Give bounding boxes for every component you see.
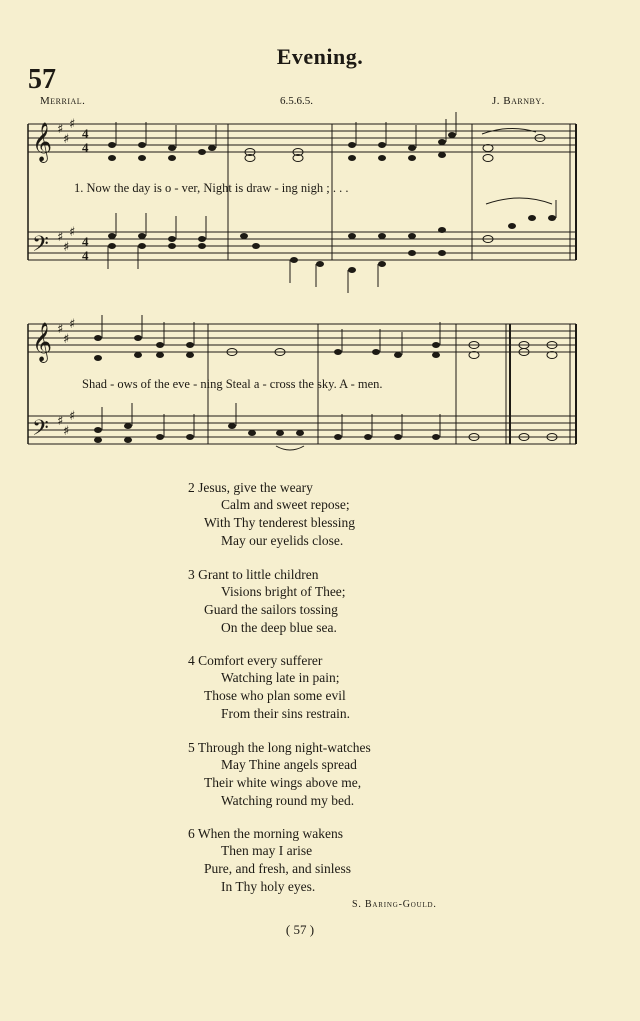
svg-text:♯: ♯: [57, 230, 64, 245]
verse-5-line-3: Their white wings above me,: [204, 775, 362, 790]
svg-text:4: 4: [82, 140, 89, 155]
verse-5-line-2: May Thine angels spread: [221, 757, 357, 772]
verse-number: 3: [188, 567, 195, 582]
verse-4-line-4: From their sins restrain.: [221, 706, 350, 721]
svg-text:♯: ♯: [63, 240, 70, 255]
verse-2-line-1: 2 Jesus, give the weary: [188, 480, 313, 495]
treble-clef-icon: 𝄞: [32, 322, 53, 362]
meter: 6.5.6.5.: [280, 95, 313, 107]
tune-name: Merrial.: [40, 95, 86, 107]
svg-text:♯: ♯: [69, 409, 76, 424]
svg-text:♯: ♯: [69, 225, 76, 240]
verse-number: 4: [188, 653, 195, 668]
verse-5-line-4: Watching round my bed.: [221, 793, 355, 808]
page-number: ( 57 ): [285, 922, 315, 937]
svg-text:4: 4: [82, 248, 89, 263]
staff-treble-1: [28, 124, 576, 152]
composer: J. Barnby.: [492, 95, 545, 107]
verse-2-line-2: Calm and sweet repose;: [221, 497, 350, 512]
svg-text:4: 4: [82, 234, 89, 249]
key-signatures: [57, 117, 75, 439]
svg-text:♯: ♯: [57, 122, 64, 137]
verse-number: 2: [188, 480, 195, 495]
verse-2-line-3: With Thy tenderest blessing: [204, 515, 356, 530]
svg-text:♯: ♯: [69, 117, 76, 132]
verse-4-line-1: 4 Comfort every sufferer: [188, 653, 323, 668]
staff-bass-2: [28, 416, 576, 444]
verse-number: 6: [188, 826, 195, 841]
bass-clef-icon: 𝄢: [32, 416, 49, 446]
clefs: [32, 122, 52, 446]
svg-text:♯: ♯: [57, 322, 64, 337]
notes-treble-2: [94, 335, 557, 361]
lyrics-line-2: Shad - ows of the eve - ning Steal a - cross the sky. A - men.: [82, 377, 383, 391]
verse-4-line-2: Watching late in pain;: [221, 670, 340, 685]
stems-treble-1: [116, 112, 536, 148]
verse-6-line-3: Pure, and fresh, and sinless: [204, 861, 351, 876]
verse-3-line-2: Visions bright of Thee;: [221, 584, 346, 599]
music-score: [0, 0, 640, 470]
notes-treble-1: [108, 132, 545, 162]
svg-text:♯: ♯: [69, 317, 76, 332]
verse-3-line-3: Guard the sailors tossing: [204, 602, 338, 617]
staff-treble-2: [28, 324, 576, 352]
verse-2-line-4: May our eyelids close.: [221, 533, 344, 548]
verse-number: 5: [188, 740, 195, 755]
verse-4-line-3: Those who plan some evil: [204, 688, 346, 703]
verse-3-line-1: 3 Grant to little children: [188, 567, 319, 582]
svg-text:4: 4: [82, 126, 89, 141]
staff-lines: [28, 124, 576, 444]
verse-3-line-4: On the deep blue sea.: [221, 620, 337, 635]
author: S. Baring-Gould.: [352, 899, 437, 910]
verse-6-line-4: In Thy holy eyes.: [221, 879, 316, 894]
stems-treble-2: [102, 315, 440, 355]
verse-6-line-2: Then may I arise: [221, 843, 313, 858]
hymn-title: Evening.: [276, 44, 364, 69]
lyrics-line-1: 1. Now the day is o - ver, Night is draw - ing nigh ; . . .: [74, 181, 349, 195]
svg-text:♯: ♯: [57, 414, 64, 429]
stems-bass-2: [102, 403, 440, 450]
verse-5-line-1: 5 Through the long night-watches: [188, 740, 371, 755]
notes-bass-2: [94, 423, 557, 443]
svg-text:♯: ♯: [63, 424, 70, 439]
treble-clef-icon: 𝄞: [32, 122, 53, 162]
svg-text:♯: ♯: [63, 132, 70, 147]
hymn-number: 57: [28, 64, 56, 95]
verse-6-line-1: 6 When the morning wakens: [188, 826, 343, 841]
bass-clef-icon: 𝄢: [32, 232, 49, 262]
svg-text:♯: ♯: [63, 332, 70, 347]
